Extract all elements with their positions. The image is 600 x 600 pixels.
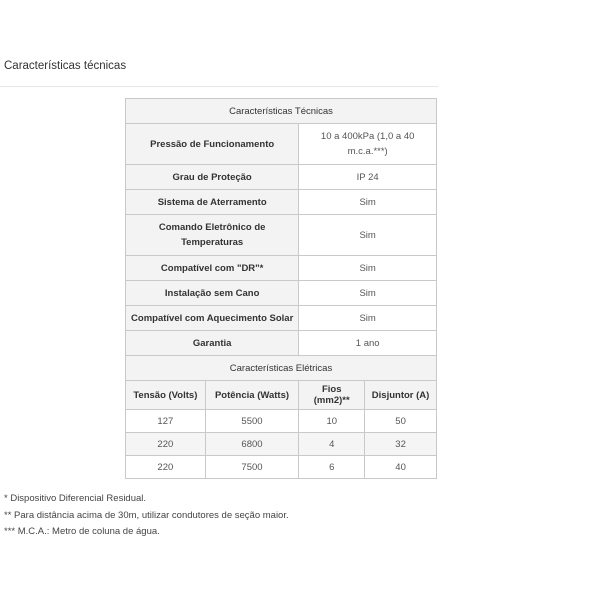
column-header: Potência (Watts) [205, 381, 299, 410]
electrical-header-row [126, 381, 437, 410]
table-cell: 5500 [205, 410, 299, 433]
spec-value: IP 24 [299, 165, 437, 190]
table-cell: 40 [365, 456, 437, 479]
table-row [126, 433, 437, 456]
spec-row [126, 215, 437, 256]
column-header: Fios (mm2)** [299, 381, 365, 410]
spec-row [126, 165, 437, 190]
spec-row [126, 331, 437, 356]
spec-label: Garantia [126, 331, 299, 356]
table-row [126, 410, 437, 433]
spec-label: Sistema de Aterramento [126, 190, 299, 215]
specs-table [125, 98, 437, 479]
table-cell: 127 [126, 410, 206, 433]
footnote: *** M.C.A.: Metro de coluna de água. [4, 526, 160, 537]
section-header-electrical [126, 356, 437, 381]
table-cell: 10 [299, 410, 365, 433]
spec-value: Sim [299, 215, 437, 256]
footnote: * Dispositivo Diferencial Residual. [4, 493, 147, 504]
spec-label: Compatível com "DR"* [126, 256, 299, 281]
spec-label: Instalação sem Cano [126, 281, 299, 306]
table-cell: 32 [365, 433, 437, 456]
table-cell: 220 [126, 456, 206, 479]
divider [0, 86, 438, 87]
page-title: Características técnicas [4, 60, 127, 72]
column-header: Disjuntor (A) [365, 381, 437, 410]
spec-value: Sim [299, 190, 437, 215]
table-cell: 6 [299, 456, 365, 479]
spec-value: Sim [299, 281, 437, 306]
footnotes [4, 491, 289, 541]
spec-value: 10 a 400kPa (1,0 a 40 m.c.a.***) [299, 124, 437, 165]
table-cell: 7500 [205, 456, 299, 479]
spec-value: Sim [299, 306, 437, 331]
spec-value: Sim [299, 256, 437, 281]
spec-label: Comando Eletrônico de Temperaturas [126, 215, 299, 256]
column-header: Tensão (Volts) [126, 381, 206, 410]
table-cell: 4 [299, 433, 365, 456]
table-row [126, 456, 437, 479]
table-cell: 50 [365, 410, 437, 433]
spec-label: Pressão de Funcionamento [126, 124, 299, 165]
spec-row [126, 190, 437, 215]
spec-label: Grau de Proteção [126, 165, 299, 190]
spec-row [126, 256, 437, 281]
spec-row [126, 281, 437, 306]
section-title: Características Técnicas [126, 99, 437, 124]
section-title: Características Elétricas [126, 356, 437, 381]
spec-label: Compatível com Aquecimento Solar [126, 306, 299, 331]
spec-row [126, 306, 437, 331]
footnote: ** Para distância acima de 30m, utilizar condutores de seção maior. [4, 509, 289, 521]
spec-row [126, 124, 437, 165]
table-cell: 220 [126, 433, 206, 456]
table-cell: 6800 [205, 433, 299, 456]
section-header-technical [126, 99, 437, 124]
spec-value: 1 ano [299, 331, 437, 356]
